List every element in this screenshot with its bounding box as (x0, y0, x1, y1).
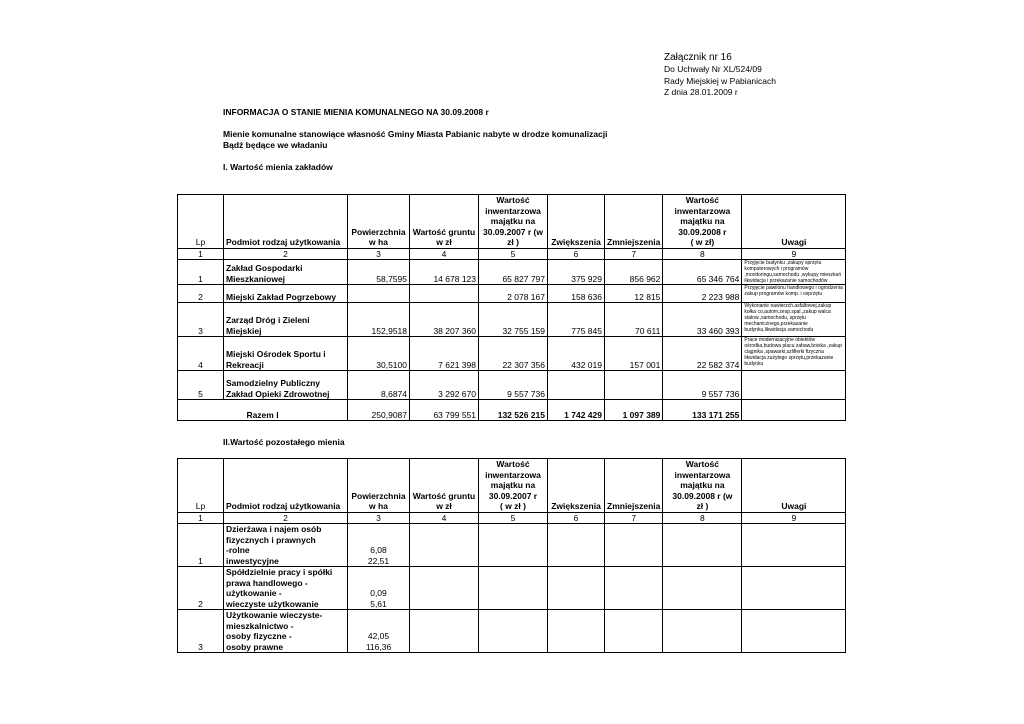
land-value: 38 207 360 (410, 303, 479, 337)
table-row (178, 285, 846, 303)
row-number: 2 (178, 567, 224, 610)
decreases: 157 001 (605, 337, 663, 371)
header-row (178, 195, 846, 249)
notes: Prace modernizacyjne obiektów ośrodka,budowa placu zabaw,boiska ,zakup ciągnika ,spawarki,szlifierki fizyczna likwidacja zużytego sprzętu,przekazanie budynku (742, 337, 846, 371)
area-ha: 152,9518 (348, 303, 410, 337)
value-2007: 9 557 736 (479, 371, 548, 400)
column-header: Uwagi (742, 459, 846, 513)
subtitle-line-1: Mienie komunalne stanowiące własność Gminy Miasta Pabianic nabyte w drodze komunalizacji (223, 129, 608, 139)
total-increases: 1 742 429 (548, 400, 605, 421)
empty-cell (548, 610, 605, 653)
resolution-date: Z dnia 28.01.2009 r (664, 87, 738, 97)
total-label: Razem I (178, 400, 348, 421)
notes: Przyjęcie pawilonu handlowego i ogrodzenia zakup programów komp. i osprzętu (742, 285, 846, 303)
total-row (178, 400, 846, 421)
land-value: 14 678 123 (410, 260, 479, 285)
other-assets-table (177, 458, 846, 653)
total-area: 250,9087 (348, 400, 410, 421)
column-number: 6 (548, 512, 605, 524)
empty-cell (742, 567, 846, 610)
table-row (178, 260, 846, 285)
usage-type: Spółdzielnie pracy i spółki prawa handlowego - użytkowanie - wieczyste użytkowanie (224, 567, 348, 610)
empty-cell (605, 524, 663, 567)
notes (742, 371, 846, 400)
empty-cell (410, 524, 479, 567)
column-header: Wartość inwentarzowa majątku na 30.09.2007 r (w zł ) (479, 195, 548, 249)
council-name: Rady Miejskiej w Pabianicach (664, 75, 776, 86)
column-header: Lp (178, 195, 224, 249)
empty-cell (663, 567, 742, 610)
area-ha: 42,05 116,36 (348, 610, 410, 653)
entity-name: Zarząd Dróg i Zieleni Miejskiej (224, 303, 348, 337)
value-2008: 65 346 764 (663, 260, 742, 285)
entity-name: Zakład Gospodarki Mieszkaniowej (224, 260, 348, 285)
column-header: Powierzchnia w ha (348, 195, 410, 249)
column-header: Lp (178, 459, 224, 513)
column-number: 5 (479, 248, 548, 260)
column-header: Zmniejszenia (605, 195, 663, 249)
table-row (178, 524, 846, 567)
subtitle-line-2: Bądź będące we władaniu (223, 140, 328, 150)
notes: Przyjęcie budynku ,zakupy sprzętu komputerowych i programów ,monitoringu,samochodu ,wykupy mieszkań likwidacja i przekazanie samochodów (742, 260, 846, 285)
area-ha: 6,08 22,51 (348, 524, 410, 567)
column-header: Podmiot rodzaj użytkowania (224, 195, 348, 249)
land-value (410, 285, 479, 303)
column-number: 5 (479, 512, 548, 524)
entity-name: Miejski Zakład Pogrzebowy (224, 285, 348, 303)
increases: 775 845 (548, 303, 605, 337)
decreases: 856 962 (605, 260, 663, 285)
increases: 375 929 (548, 260, 605, 285)
empty-cell (742, 524, 846, 567)
column-number: 7 (605, 248, 663, 260)
empty-cell (479, 567, 548, 610)
row-number: 2 (178, 285, 224, 303)
value-2008: 33 460 393 (663, 303, 742, 337)
value-2008: 9 557 736 (663, 371, 742, 400)
column-number-row (178, 248, 846, 260)
total-value-2007: 132 526 215 (479, 400, 548, 421)
decreases: 70 611 (605, 303, 663, 337)
area-ha: 58,7595 (348, 260, 410, 285)
attachment-number: Załącznik nr 16 (664, 52, 732, 63)
empty-cell (410, 610, 479, 653)
total-value-2008: 133 171 255 (663, 400, 742, 421)
column-header: Powierzchnia w ha (348, 459, 410, 513)
row-number: 3 (178, 303, 224, 337)
column-number: 1 (178, 512, 224, 524)
document-title: INFORMACJA O STANIE MIENIA KOMUNALNEGO NA 30.09.2008 r (223, 107, 489, 117)
column-number: 8 (663, 248, 742, 260)
table-row (178, 371, 846, 400)
empty-cell (663, 524, 742, 567)
column-header: Wartość inwentarzowa majątku na 30.09.2008 r (w zł ) (663, 459, 742, 513)
row-number: 1 (178, 260, 224, 285)
column-header: Zwiększenia (548, 459, 605, 513)
column-number: 2 (224, 512, 348, 524)
row-number: 4 (178, 337, 224, 371)
area-ha: 0,09 5,61 (348, 567, 410, 610)
empty-cell (548, 524, 605, 567)
column-number: 4 (410, 248, 479, 260)
area-ha: 8,6874 (348, 371, 410, 400)
header-row (178, 459, 846, 513)
land-value: 3 292 670 (410, 371, 479, 400)
column-number: 9 (742, 248, 846, 260)
value-2007: 65 827 797 (479, 260, 548, 285)
empty-cell (479, 610, 548, 653)
value-2008: 2 223 988 (663, 285, 742, 303)
table-row (178, 337, 846, 371)
column-header: Zmniejszenia (605, 459, 663, 513)
column-number: 2 (224, 248, 348, 260)
document-subtitle (223, 129, 608, 151)
entity-name: Miejski Ośrodek Sportu i Rekreacji (224, 337, 348, 371)
decreases (605, 371, 663, 400)
increases (548, 371, 605, 400)
total-notes (742, 400, 846, 421)
resolution-number: Do Uchwały Nr XL/524/09 (664, 64, 762, 74)
value-2007: 22 307 356 (479, 337, 548, 371)
column-number: 7 (605, 512, 663, 524)
table-row (178, 567, 846, 610)
value-2007: 32 755 159 (479, 303, 548, 337)
decreases: 12 815 (605, 285, 663, 303)
empty-cell (479, 524, 548, 567)
usage-type: Użytkowanie wieczyste- mieszkalnictwo - osoby fizyczne - osoby prawne (224, 610, 348, 653)
entity-name: Samodzielny Publiczny Zakład Opieki Zdrowotnej (224, 371, 348, 400)
column-number: 9 (742, 512, 846, 524)
column-number-row (178, 512, 846, 524)
column-number: 3 (348, 248, 410, 260)
column-number: 1 (178, 248, 224, 260)
table-row (178, 610, 846, 653)
column-number: 8 (663, 512, 742, 524)
column-number: 6 (548, 248, 605, 260)
column-header: Zwiększenia (548, 195, 605, 249)
attachment-header (664, 51, 776, 99)
section-2-heading: II.Wartość pozostałego mienia (223, 437, 345, 447)
empty-cell (605, 610, 663, 653)
enterprise-assets-table (177, 194, 846, 421)
increases: 432 019 (548, 337, 605, 371)
column-header: Wartość inwentarzowa majątku na 30.09.2008 r ( w zł) (663, 195, 742, 249)
empty-cell (548, 567, 605, 610)
land-value: 7 621 398 (410, 337, 479, 371)
table-row (178, 303, 846, 337)
column-header: Uwagi (742, 195, 846, 249)
usage-type: Dzierżawa i najem osób fizycznych i prawnych -rolne inwestycyjne (224, 524, 348, 567)
value-2008: 22 582 374 (663, 337, 742, 371)
notes: Wykonanie nawierzch.asfaltowej,zakup kołka co,autom.zesp.spal.,zakup walca stalow.,samochodu, sprzętu mechanicznego,przekazanie budynku,likwidacja samochodu (742, 303, 846, 337)
empty-cell (742, 610, 846, 653)
empty-cell (663, 610, 742, 653)
column-number: 4 (410, 512, 479, 524)
row-number: 3 (178, 610, 224, 653)
value-2007: 2 078 167 (479, 285, 548, 303)
empty-cell (605, 567, 663, 610)
empty-cell (410, 567, 479, 610)
row-number: 5 (178, 371, 224, 400)
column-header: Wartość gruntu w zł (410, 459, 479, 513)
area-ha: 30,5100 (348, 337, 410, 371)
area-ha (348, 285, 410, 303)
column-header: Wartość gruntu w zł (410, 195, 479, 249)
row-number: 1 (178, 524, 224, 567)
total-decreases: 1 097 389 (605, 400, 663, 421)
total-land-value: 63 799 551 (410, 400, 479, 421)
column-number: 3 (348, 512, 410, 524)
increases: 158 636 (548, 285, 605, 303)
column-header: Podmiot rodzaj użytkowania (224, 459, 348, 513)
column-header: Wartość inwentarzowa majątku na 30.09.2007 r ( w zł ) (479, 459, 548, 513)
section-1-heading: I. Wartość mienia zakładów (223, 162, 333, 172)
